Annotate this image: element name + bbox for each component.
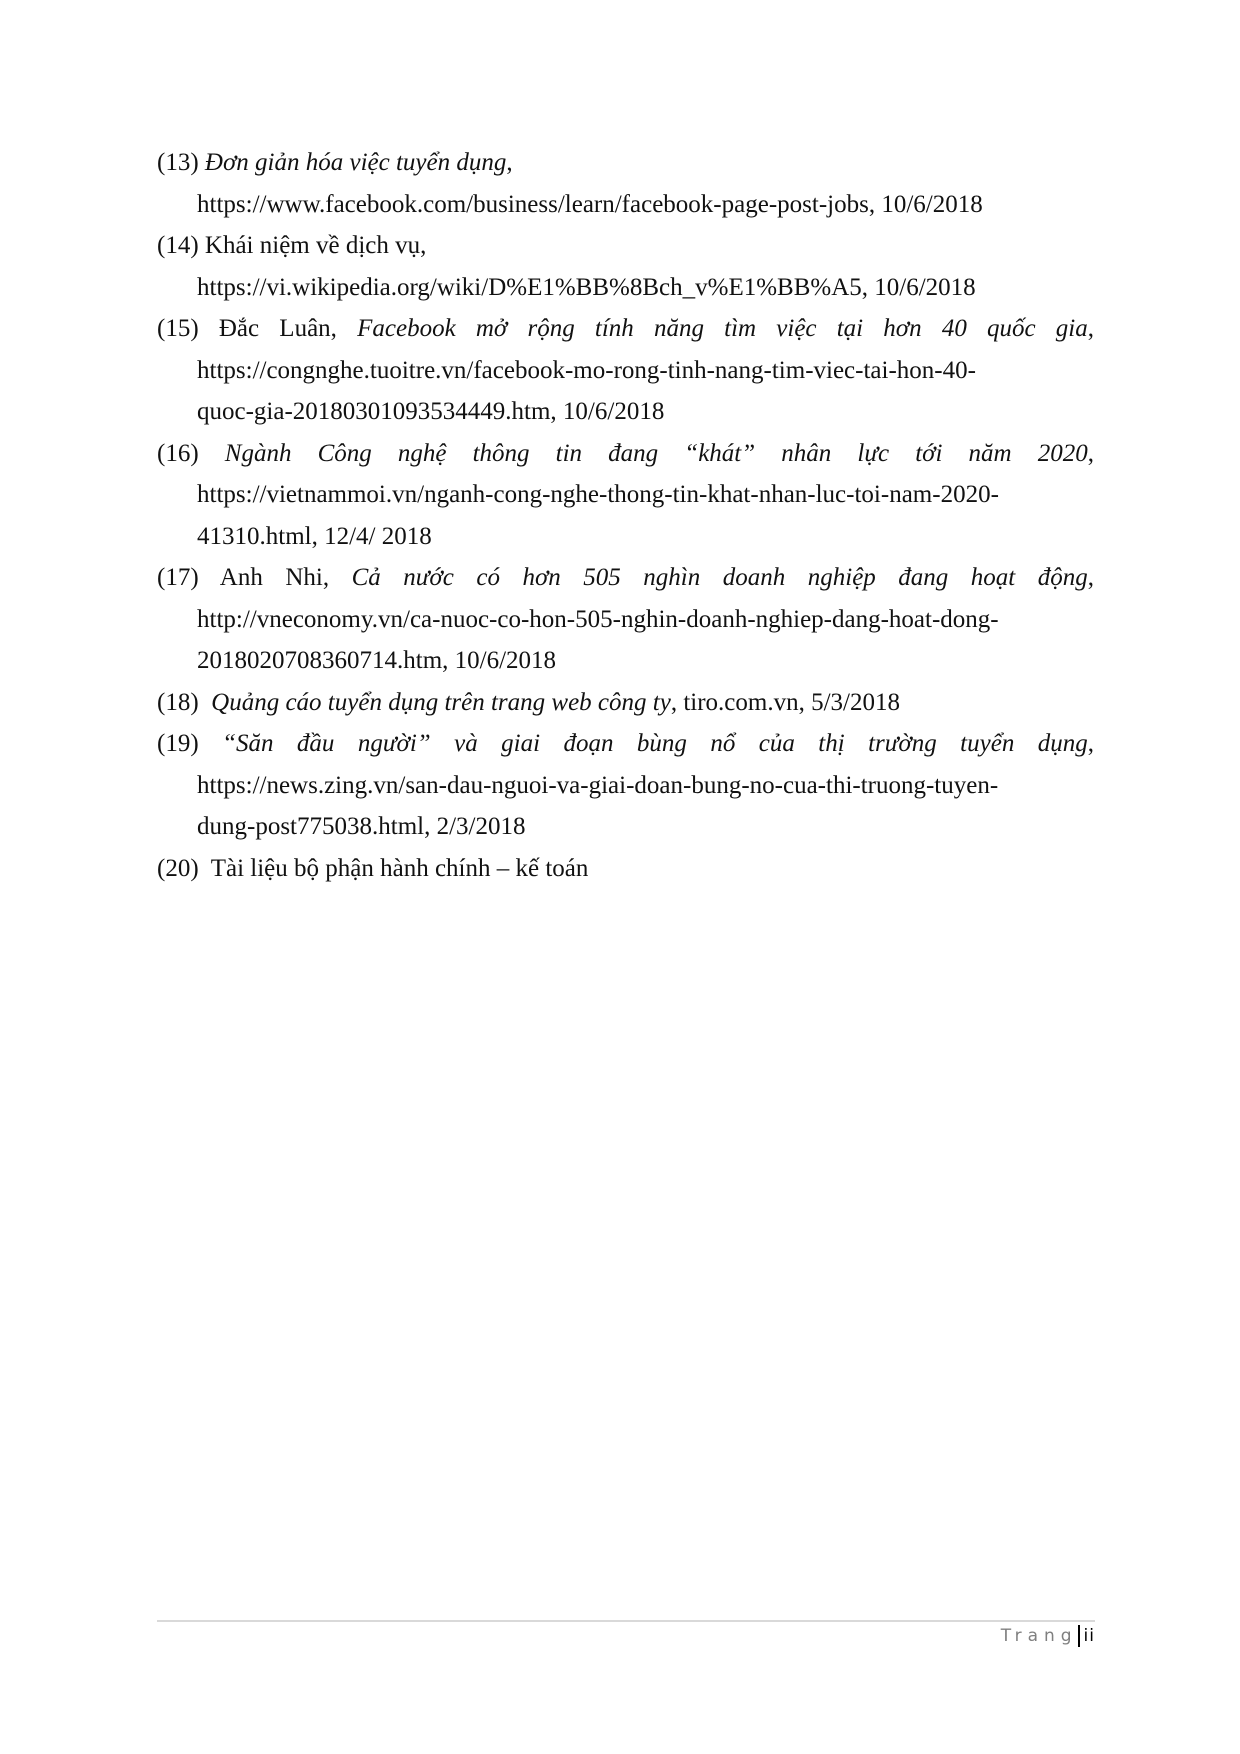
reference-author: Đắc Luân, [218,315,337,342]
reference-heading [157,433,1094,475]
reference-item-18 [157,682,1094,724]
reference-url: https://vi.wikipedia.org/wiki/D%E1%BB%8Bch_v%E1%BB%A5, 10/6/2018 [197,273,976,301]
reference-heading [157,723,1095,765]
reference-item-15 [157,308,1094,433]
reference-number: (18) [157,688,199,716]
reference-url: https://vietnammoi.vn/nganh-cong-nghe-thong-tin-khat-nhan-luc-toi-nam-2020- [197,481,999,508]
reference-punct: , [1087,730,1095,757]
page-number: ii [1083,1626,1095,1646]
reference-url: http://vneconomy.vn/ca-nuoc-co-hon-505-nghin-doanh-nghiep-dang-hoat-dong- [197,605,999,633]
reference-number: (16) [157,439,199,467]
reference-heading [157,308,1095,350]
reference-item-20 [157,848,1094,890]
reference-punct: , [506,149,513,176]
page-label: Trang [1000,1626,1078,1646]
reference-punct: , [1087,564,1095,591]
reference-title: Facebook mở rộng tính năng tìm việc tại hơn 40 quốc gia [357,315,1088,342]
reference-url-cont: quoc-gia-20180301093534449.htm, 10/6/2018 [197,398,665,425]
reference-item-19 [157,723,1094,848]
reference-title: Ngành Công nghệ thông tin đang “khát” nhân lực tới năm 2020 [224,439,1088,467]
reference-url: https://news.zing.vn/san-dau-nguoi-va-giai-doan-bung-no-cua-thi-truong-tuyen- [197,771,999,799]
reference-item-13 [157,142,1094,225]
reference-item-14 [157,225,1094,308]
reference-item-17 [157,557,1094,682]
reference-url: https://congnghe.tuoitre.vn/facebook-mo-rong-tinh-nang-tim-viec-tai-hon-40- [197,356,976,384]
reference-number: (20) [157,854,199,882]
reference-number: (17) [157,564,199,591]
reference-author: Anh Nhi, [219,564,330,591]
reference-title: “Săn đầu người” và giai đoạn bùng nổ của thị trường tuyển dụng [222,730,1088,757]
reference-punct: , [1087,315,1095,342]
reference-url-cont: 2018020708360714.htm, 10/6/2018 [197,647,557,674]
footer-separator [1078,1625,1080,1647]
reference-number: (13) [157,149,199,176]
reference-title: Cả nước có hơn 505 nghìn doanh nghiệp đang hoạt động [351,564,1088,591]
reference-url: https://www.facebook.com/business/learn/facebook-page-post-jobs, 10/6/2018 [197,190,983,218]
reference-number: (15) [157,315,199,342]
reference-heading [157,557,1095,599]
reference-heading [157,682,1094,724]
reference-source: , tiro.com.vn, 5/3/2018 [670,688,900,716]
reference-url-cont: 41310.html, 12/4/ 2018 [197,522,432,550]
reference-title: Đơn giản hóa việc tuyển dụng [204,149,507,176]
reference-number: (19) [157,730,199,757]
reference-title: Quảng cáo tuyển dụng trên trang web công ty [211,688,671,716]
page-footer [1001,1625,1095,1647]
reference-heading [157,848,1094,890]
footer-divider [157,1620,1095,1622]
reference-list [157,142,1094,889]
reference-heading [157,142,1094,184]
reference-punct: , [1087,439,1094,467]
reference-heading [157,225,1094,267]
reference-title: Tài liệu bộ phận hành chính – kế toán [210,854,589,882]
reference-number: (14) [157,232,199,259]
reference-title: Khái niệm về dịch vụ, [204,232,427,259]
reference-url-cont: dung-post775038.html, 2/3/2018 [197,813,526,840]
reference-item-16 [157,433,1094,558]
